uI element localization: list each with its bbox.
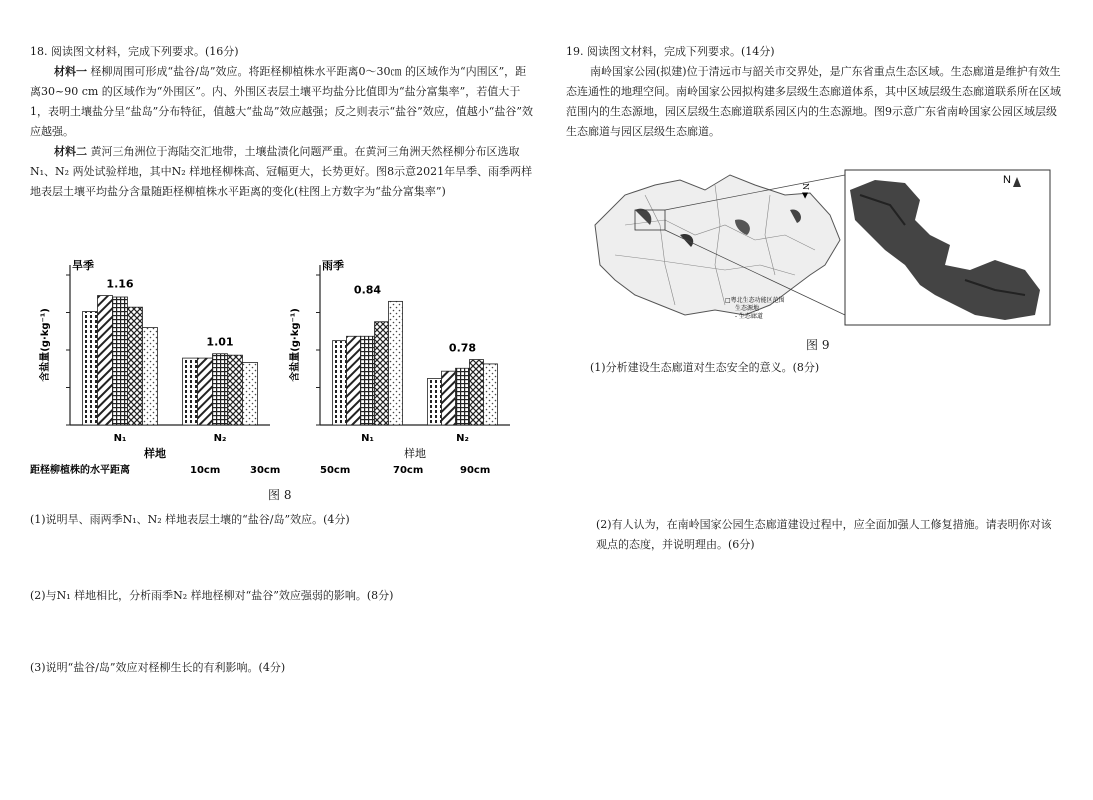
q18-material2 bbox=[30, 142, 535, 202]
bar bbox=[98, 296, 113, 425]
bar bbox=[442, 371, 456, 425]
bar bbox=[428, 378, 442, 425]
category-label: N₁ bbox=[113, 433, 127, 444]
q18-sub2: (2)与N₁ 样地相比，分析雨季N₂ 样地柽柳对“盐谷”效应强弱的影响。(8分) bbox=[30, 589, 394, 602]
figure-8-chart bbox=[20, 255, 540, 480]
bar bbox=[456, 368, 470, 425]
rainy-season-chart bbox=[288, 258, 510, 460]
material1-text: 柽柳周围可形成“盐谷/岛”效应。将距柽柳植株水平距离0～30㎝ 的区域作为“内围区”，距离30~90 cm 的区域作为“外围区”。内、外围区表层土壤平均盐分比值即为“盐分富集率”，若值大于1，表明土壤盐分呈“盐岛”分布特征，值越大“盐岛”效应越强；反之则表示“盐谷”效应，值越小“盐谷”效应越强。 bbox=[30, 65, 533, 138]
bar bbox=[228, 355, 243, 425]
q19-sub1: (1)分析建设生态廊道对生态安全的意义。(8分) bbox=[590, 361, 820, 374]
material2-text: 黄河三角洲位于海陆交汇地带，土壤盐渍化问题严重。在黄河三角洲天然柽柳分布区选取N₁、N₂ 两处试验样地，其中N₂ 样地柽柳株高、冠幅更大，长势更好。图8示意2021年旱季、雨季两样地表层土壤平均盐分含量随距柽柳植株水平距离的变化(柱图上方数字为“盐分富集率”) bbox=[30, 145, 533, 198]
legend bbox=[190, 465, 490, 476]
figure-9-caption: 图 9 bbox=[806, 338, 830, 352]
bar bbox=[389, 301, 403, 425]
chart-title: 雨季 bbox=[322, 259, 344, 272]
q19-sub1-wrap bbox=[590, 358, 1060, 378]
category-label: N₁ bbox=[361, 433, 374, 444]
legend-item: 10cm bbox=[190, 465, 221, 476]
q19-title: 19. 阅读图文材料，完成下列要求。(14分) bbox=[566, 45, 775, 58]
chart-title: 旱季 bbox=[72, 259, 94, 272]
question-19 bbox=[566, 42, 1066, 142]
map-legend-2: 生态源地 bbox=[735, 305, 760, 312]
enrichment-rate-label: 1.16 bbox=[106, 277, 134, 291]
x-axis-label: 样地 bbox=[144, 447, 166, 460]
bar bbox=[361, 336, 375, 425]
bar bbox=[83, 312, 98, 425]
north-arrow-small: N ▶ bbox=[801, 183, 810, 199]
figure-9-map bbox=[585, 165, 1055, 330]
q19-intro: 南岭国家公园(拟建)位于清远市与韶关市交界处，是广东省重点生态区域。生态廊道是维护有效生态连通性的地理空间。南岭国家公园拟构建多层级生态廊道体系，其中区域层级生态廊道联系所在区域范围内的生态源地，园区层级生态廊道联系园区内的生态源地。图9示意广东省南岭国家公园区域层级生态廊道与园区层级生态廊道。 bbox=[566, 65, 1061, 138]
bar bbox=[113, 297, 128, 425]
q18-title: 18. 阅读图文材料，完成下列要求。(16分) bbox=[30, 45, 239, 58]
x-axis-label: 样地 bbox=[404, 447, 426, 460]
category-label: N₂ bbox=[213, 433, 227, 444]
legend-item: 90cm bbox=[460, 465, 491, 476]
bar bbox=[143, 328, 158, 425]
bar bbox=[484, 364, 498, 425]
map-legend-1: □粤北生态功能区范围 bbox=[725, 297, 785, 304]
legend-item: 50cm bbox=[320, 465, 351, 476]
north-label: N bbox=[1003, 174, 1011, 186]
enrichment-rate-label: 0.78 bbox=[448, 341, 477, 355]
y-axis-label: 含盐量(g·kg⁻¹) bbox=[290, 308, 301, 382]
bar bbox=[183, 358, 198, 425]
enrichment-rate-label: 1.01 bbox=[206, 335, 234, 349]
material1-label: 材料一 bbox=[54, 65, 87, 78]
bar bbox=[470, 360, 484, 425]
figure-8-caption: 图 8 bbox=[268, 488, 292, 502]
q19-sub2: (2)有人认为，在南岭国家公园生态廊道建设过程中，应全面加强人工修复措施。请表明你对该观点的态度，并说明理由。(6分) bbox=[596, 518, 1052, 551]
bar bbox=[333, 341, 347, 425]
q18-sub3: (3)说明“盐谷/岛”效应对柽柳生长的有利影响。(4分) bbox=[30, 661, 286, 674]
category-label: N₂ bbox=[456, 433, 469, 444]
bar bbox=[347, 336, 361, 425]
legend-item: 30cm bbox=[250, 465, 281, 476]
y-axis-label: 含盐量(g·kg⁻¹) bbox=[40, 308, 51, 382]
bar bbox=[375, 322, 389, 425]
q18-material1 bbox=[30, 62, 535, 142]
material2-label: 材料二 bbox=[54, 145, 87, 158]
q19-sub2-wrap bbox=[596, 515, 1061, 555]
bar bbox=[213, 354, 228, 425]
bar bbox=[128, 307, 143, 425]
dry-season-chart bbox=[38, 258, 270, 460]
bar bbox=[243, 362, 258, 425]
question-18 bbox=[30, 42, 535, 202]
legend-item: 70cm bbox=[393, 465, 424, 476]
legend-title: 距柽柳植株的水平距离 bbox=[30, 465, 130, 476]
q18-sub1: (1)说明旱、雨两季N₁、N₂ 样地表层土壤的“盐谷/岛”效应。(4分) bbox=[30, 513, 350, 526]
enrichment-rate-label: 0.84 bbox=[353, 283, 382, 297]
map-legend-3: - 生态廊道 bbox=[735, 313, 763, 320]
bar bbox=[198, 358, 213, 425]
